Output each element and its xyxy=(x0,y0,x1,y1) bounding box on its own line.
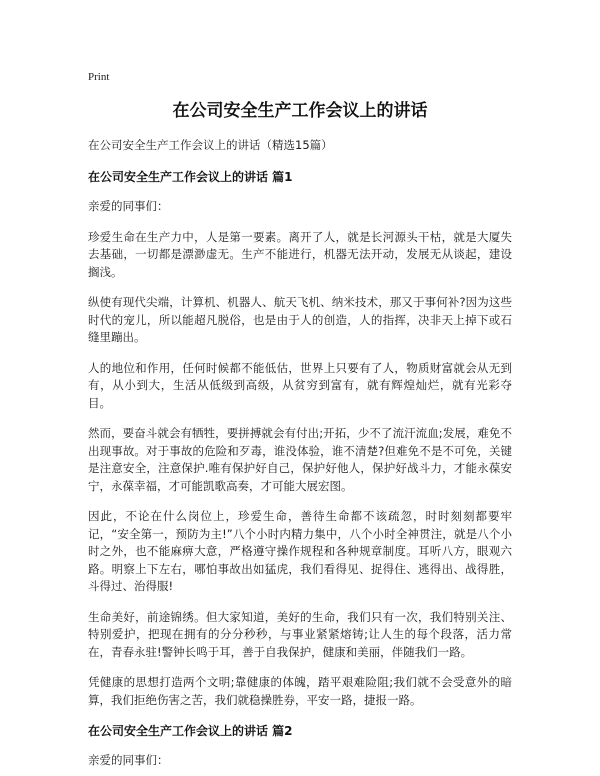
print-label: Print xyxy=(88,71,110,83)
paragraph: 生命美好，前途锦绣。但大家知道，美好的生命，我们只有一次，我们特别关注、特别爱护，把现在拥有的分分秒秒，与事业紧紧熔铸;让人生的每个段落，活力常在，青春永驻!警钟长鸣于耳，善于自我保护，健康和美丽，伴随我们一路。 xyxy=(88,609,512,659)
greeting: 亲爱的同事们： xyxy=(88,753,169,767)
section-2 xyxy=(88,722,512,770)
paragraph: 人的地位和作用，任何时候都不能低估，世界上只要有了人，物质财富就会从无到有，从小到大，生活从低级到高级，从贫穷到富有，就有辉煌灿烂，就有光彩夺目。 xyxy=(88,360,512,410)
paragraph: 纵使有现代尖端，计算机、机器人、航天飞机、纳米技术，那又于事何补?因为这些时代的宠儿，所以能超凡脱俗，也是由于人的创造，人的指挥，决非天上掉下或石缝里蹦出。 xyxy=(88,295,512,344)
section-1 xyxy=(88,168,512,709)
paragraph: 然而，要奋斗就会有牺牲，要拼搏就会有付出;开拓，少不了流汗流血;发展，难免不出现事故。对于事故的危险和歹毒，谁没体验，谁不清楚?但难免不是不可免，关键是注意安全，注意保护.唯有保护好自己，保护好他人，保护好战斗力，才能永葆安宁，永葆幸福，才可能凯歌高奏，才可能大展宏图。 xyxy=(88,426,512,493)
paragraph: 凭健康的思想打造两个文明;靠健康的体魄，踏平艰难险阻;我们就不会受意外的暗算，我们拒绝伤害之苦，我们就稳操胜券，平安一路，捷报一路。 xyxy=(88,675,512,707)
section-heading: 在公司安全生产工作会议上的讲话 篇2 xyxy=(88,724,293,738)
document-subtitle: 在公司安全生产工作会议上的讲话（精选15篇） xyxy=(88,138,333,152)
section-heading: 在公司安全生产工作会议上的讲话 篇1 xyxy=(88,170,293,184)
paragraph: 因此，不论在什么岗位上，珍爱生命，善待生命都不该疏忽，时时刻刻都要牢记，“安全第一，预防为主!”八个小时内精力集中，八个小时全神贯注，就是八个小时之外，也不能麻痹大意，严格遵守操作规程和各种规章制度。耳听八方，眼观六路。明察上下左右，哪怕事故出如猛虎，我们看得见、捉得住、逃得出、战得胜，斗得过、治得服! xyxy=(88,509,512,593)
greeting: 亲爱的同事们： xyxy=(88,199,169,213)
page-title: 在公司安全生产工作会议上的讲话 xyxy=(172,101,428,121)
paragraph: 珍爱生命在生产力中，人是第一要素。离开了人，就是长河源头干枯，就是大厦失去基础，一切都是漂渺虚无。生产不能进行，机器无法开动，发展无从谈起，建设搁浅。 xyxy=(88,229,512,279)
